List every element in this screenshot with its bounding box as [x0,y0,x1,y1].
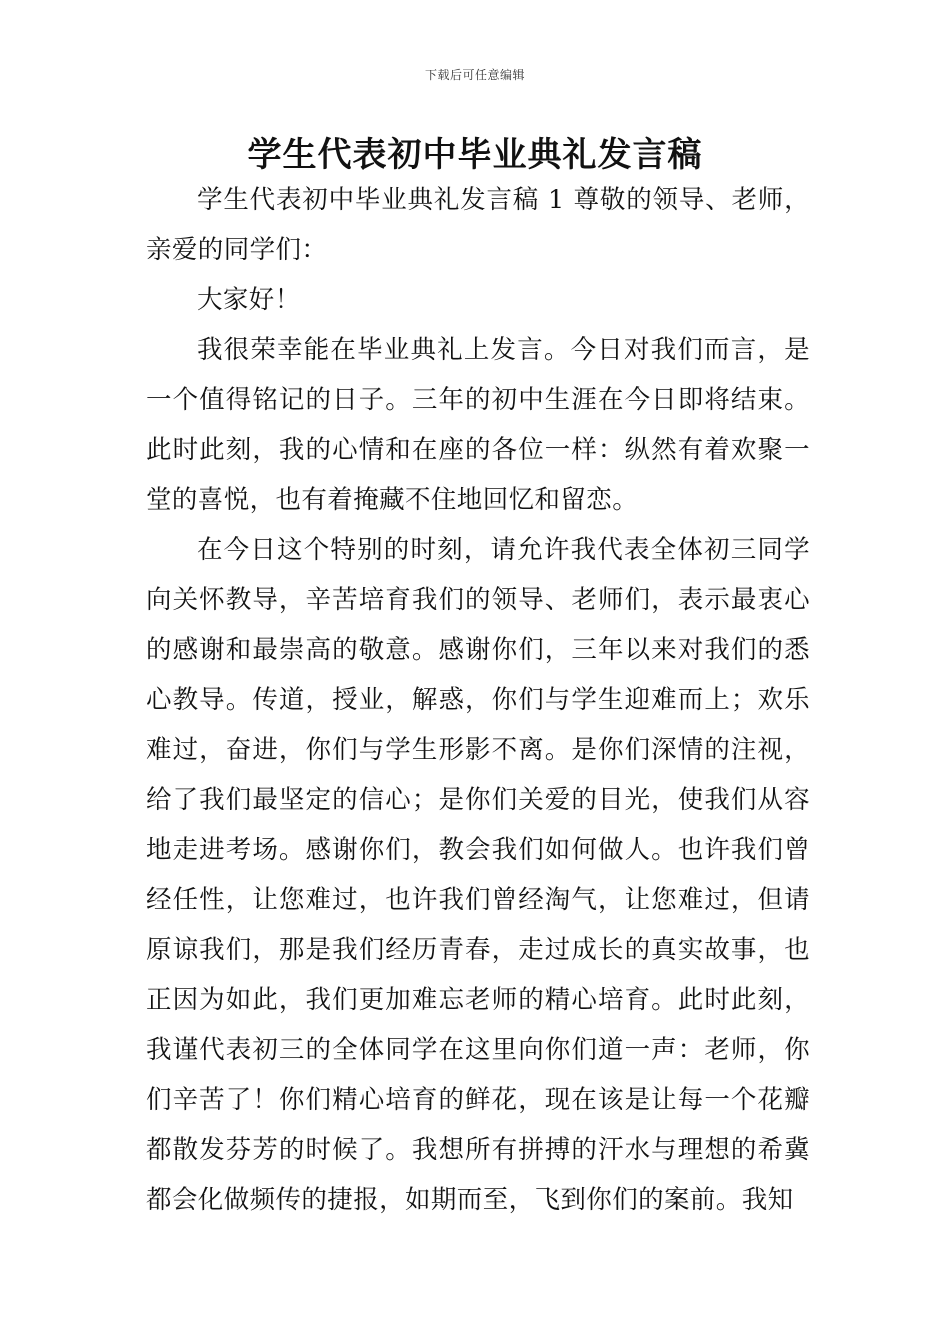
document-title: 学生代表初中毕业典礼发言稿 [247,135,703,175]
paragraph-introduction: 我很荣幸能在毕业典礼上发言。今日对我们而言，是一个值得铭记的日子。三年的初中生涯在今日即将结束。此时此刻，我的心情和在座的各位一样：纵然有着欢聚一堂的喜悦，也有着掩藏不住地回忆和留恋。 [146,335,810,515]
paragraph-thanks: 在今日这个特别的时刻，请允许我代表全体初三同学向关怀教导，辛苦培育我们的领导、老师们，表示最衷心的感谢和最崇高的敬意。感谢你们，三年以来对我们的悉心教导。传道，授业，解惑，你们与学生迎难而上；欢乐难过，奋进，你们与学生形影不离。是你们深情的注视，给了我们最坚定的信心；是你们关爱的目光，使我们从容地走进考场。感谢你们，教会我们如何做人。也许我们曾经任性，让您难过，也许我们曾经淘气，让您难过，但请原谅我们，那是我们经历青春，走过成长的真实故事，也正因为如此，我们更加难忘老师的精心培育。此时此刻，我谨代表初三的全体同学在这里向你们道一声：老师，你们辛苦了！你们精心培育的鲜花，现在该是让每一个花瓣都散发芬芳的时候了。我想所有拼搏的汗水与理想的希冀都会化做频传的捷报，如期而至，飞到你们的案前。我知 [146,535,810,1215]
header-note: 下载后可任意编辑 [424,68,525,82]
document-body [146,175,810,1225]
paragraph-salutation: 学生代表初中毕业典礼发言稿 1 尊敬的领导、老师，亲爱的同学们： [146,185,810,265]
paragraph-greeting: 大家好！ [197,285,301,315]
